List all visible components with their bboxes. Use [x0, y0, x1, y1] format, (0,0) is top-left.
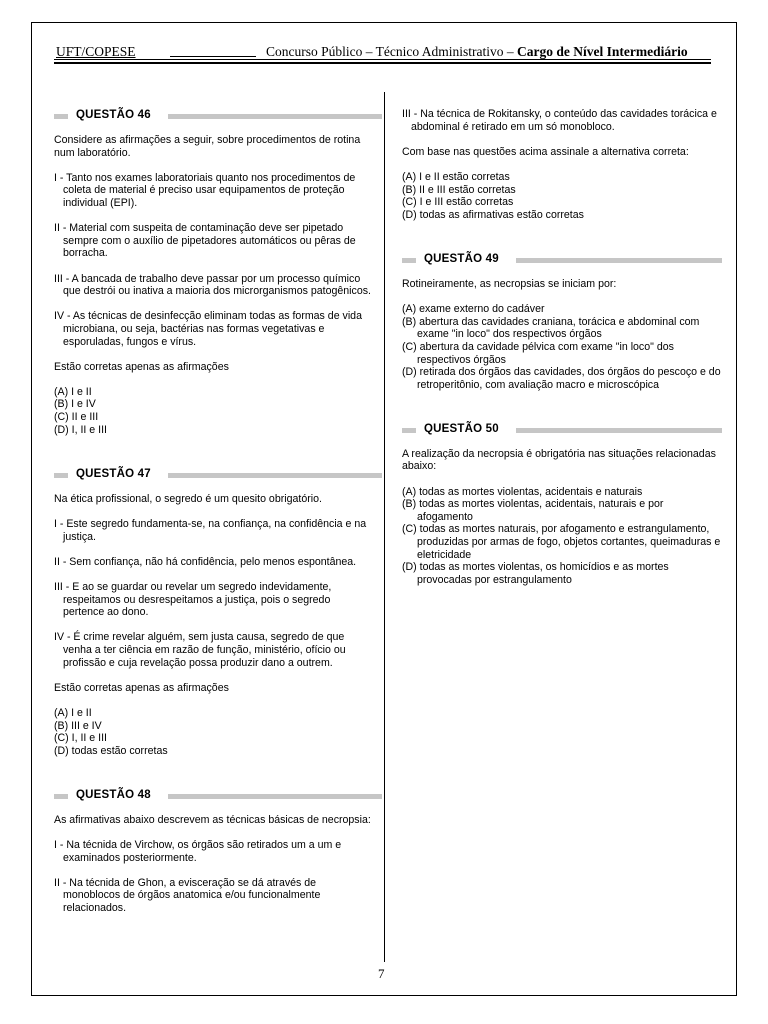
- question-46-item: IV - As técnicas de desinfecção eliminam todas as formas de vida microbiana, ou seja, bactérias nas formas vegetativas e esporuladas, fungos e vírus.: [54, 310, 362, 348]
- option-d: (D) todas as afirmativas estão corretas: [402, 208, 584, 221]
- page-number: 7: [378, 966, 385, 981]
- question-48-item: I - Na técnida de Virchow, os órgãos são retirados um a um e examinados posteriormente.: [54, 839, 342, 864]
- question-48-item: III - Na técnica de Rokitansky, o conteúdo das cavidades torácica e abdominal é retirado em um só monobloco.: [402, 108, 717, 133]
- question-48-title: QUESTÃO 48: [76, 788, 151, 801]
- header-bar-right: [516, 258, 722, 263]
- question-46-item: I - Tanto nos exames laboratoriais quanto nos procedimentos de coleta de material é preciso usar equipamentos de proteção individual (EPI).: [54, 171, 356, 209]
- header-bar-left: [402, 258, 416, 263]
- option-b: (B) abertura das cavidades craniana, torácica e abdominal com exame "in loco" dos respectivos órgãos: [402, 315, 700, 341]
- option-d: (D) retirada dos órgãos das cavidades, dos órgãos do pescoço e do retroperitônio, com avaliação macro e microscópica: [402, 366, 721, 391]
- question-48-item: II - Na técnida de Ghon, a evisceração se dá através de monoblocos de órgãos anatomica e/ou funcionalmente relacionados.: [54, 876, 321, 915]
- question-47-item: IV - É crime revelar alguém, sem justa causa, segredo de que venha a ter ciência em razão de função, ministério, ofício ou profissão e cuja revelação possa produzir dano a outrem.: [54, 631, 346, 669]
- option-b: (B) todas as mortes violentas, acidentais, naturais e por afogamento: [402, 498, 664, 523]
- left-column: [54, 108, 374, 927]
- option-a: (A) I e II: [54, 385, 92, 398]
- header-cargo: Cargo de Nível Intermediário: [516, 44, 688, 59]
- question-48-header: [54, 788, 374, 802]
- option-c: (C) I, II e III: [54, 732, 107, 745]
- option-b: (B) I e IV: [54, 398, 96, 411]
- option-b: (B) III e IV: [54, 719, 102, 732]
- option-d: (D) todas as mortes violentas, os homicídios e as mortes provocadas por estrangulamento: [402, 561, 669, 586]
- question-47-header: [54, 467, 374, 481]
- spacer: [54, 770, 374, 788]
- question-47-item: I - Este segredo fundamenta-se, na confiança, na confidência e na justiça.: [54, 518, 367, 543]
- option-b: (B) II e III estão corretas: [402, 183, 516, 196]
- header-blank-line: [170, 56, 256, 57]
- column-divider: [384, 92, 385, 962]
- header-bar-right: [168, 794, 382, 799]
- question-50-intro: A realização da necropsia é obrigatória nas situações relacionadas abaixo:: [402, 447, 716, 473]
- question-46-intro: Considere as afirmações a seguir, sobre procedimentos de rotina num laboratório.: [54, 134, 361, 159]
- option-d: (D) todas estão corretas: [54, 744, 168, 757]
- question-47-item: II - Sem confiança, não há confidência, pelo menos espontânea.: [54, 555, 357, 568]
- question-47-options: [54, 707, 374, 757]
- question-50-options: [402, 486, 722, 587]
- question-48-intro: As afirmativas abaixo descrevem as técnicas básicas de necropsia:: [54, 813, 371, 826]
- option-a: (A) I e II estão corretas: [402, 170, 510, 183]
- question-46-item: III - A bancada de trabalho deve passar por um processo químico que destrói ou inativa a maioria dos microrganismos patogênicos.: [54, 272, 371, 298]
- question-46-options: [54, 386, 374, 436]
- option-c: (C) II e III: [54, 411, 99, 424]
- question-49-intro: Rotineiramente, as necropsias se iniciam por:: [402, 277, 617, 290]
- option-a: (A) exame externo do cadáver: [402, 303, 545, 316]
- question-50-title: QUESTÃO 50: [424, 422, 499, 435]
- header-org: UFT/COPESE: [56, 44, 136, 59]
- right-column: [402, 108, 722, 586]
- option-a: (A) todas as mortes violentas, acidentais e naturais: [402, 485, 643, 498]
- header-contest-text: Concurso Público – Técnico Administrativo –: [266, 44, 517, 59]
- option-c: (C) I e III estão corretas: [402, 196, 514, 209]
- header-bar-right: [516, 428, 722, 433]
- option-c: (C) todas as mortes naturais, por afogamento e estrangulamento, produzidas por armas de fogo, objetos cortantes, queimaduras e eletricidade: [402, 523, 721, 561]
- question-49-title: QUESTÃO 49: [424, 252, 499, 265]
- header-contest: [266, 44, 688, 60]
- question-47-title: QUESTÃO 47: [76, 467, 151, 480]
- header-bar-left: [402, 428, 416, 433]
- header-bar-left: [54, 794, 68, 799]
- question-47-item: III - E ao se guardar ou revelar um segredo indevidamente, respeitamos ou desrespeitamos a justiça, pois o segredo pertence ao dono.: [54, 581, 332, 619]
- question-48-options: [402, 171, 722, 221]
- spacer: [402, 404, 722, 422]
- question-46-header: [54, 108, 374, 122]
- header-bar-left: [54, 114, 68, 119]
- header-bar-left: [54, 473, 68, 478]
- page-header: [54, 42, 711, 62]
- header-rule-thin: [54, 59, 711, 60]
- option-a: (A) I e II: [54, 706, 92, 719]
- question-46-item: II - Material com suspeita de contaminação deve ser pipetado sempre com o auxílio de pipetadores automáticos ou pêras de borracha.: [54, 222, 356, 260]
- question-49-options: [402, 303, 722, 391]
- spacer: [402, 234, 722, 252]
- option-c: (C) abertura da cavidade pélvica com exame "in loco" dos respectivos órgãos: [402, 340, 674, 366]
- question-47-prompt: Estão corretas apenas as afirmações: [54, 681, 229, 694]
- question-46-title: QUESTÃO 46: [76, 109, 151, 121]
- header-bar-right: [168, 114, 382, 119]
- header-rule-thick: [54, 62, 711, 64]
- question-47-intro: Na ética profissional, o segredo é um quesito obrigatório.: [54, 492, 322, 505]
- header-bar-right: [168, 473, 382, 478]
- spacer: [54, 449, 374, 467]
- question-49-header: [402, 252, 722, 266]
- question-46-prompt: Estão corretas apenas as afirmações: [54, 360, 229, 373]
- question-48-prompt: Com base nas questões acima assinale a alternativa correta:: [402, 145, 689, 158]
- question-50-header: [402, 422, 722, 436]
- option-d: (D) I, II e III: [54, 423, 107, 436]
